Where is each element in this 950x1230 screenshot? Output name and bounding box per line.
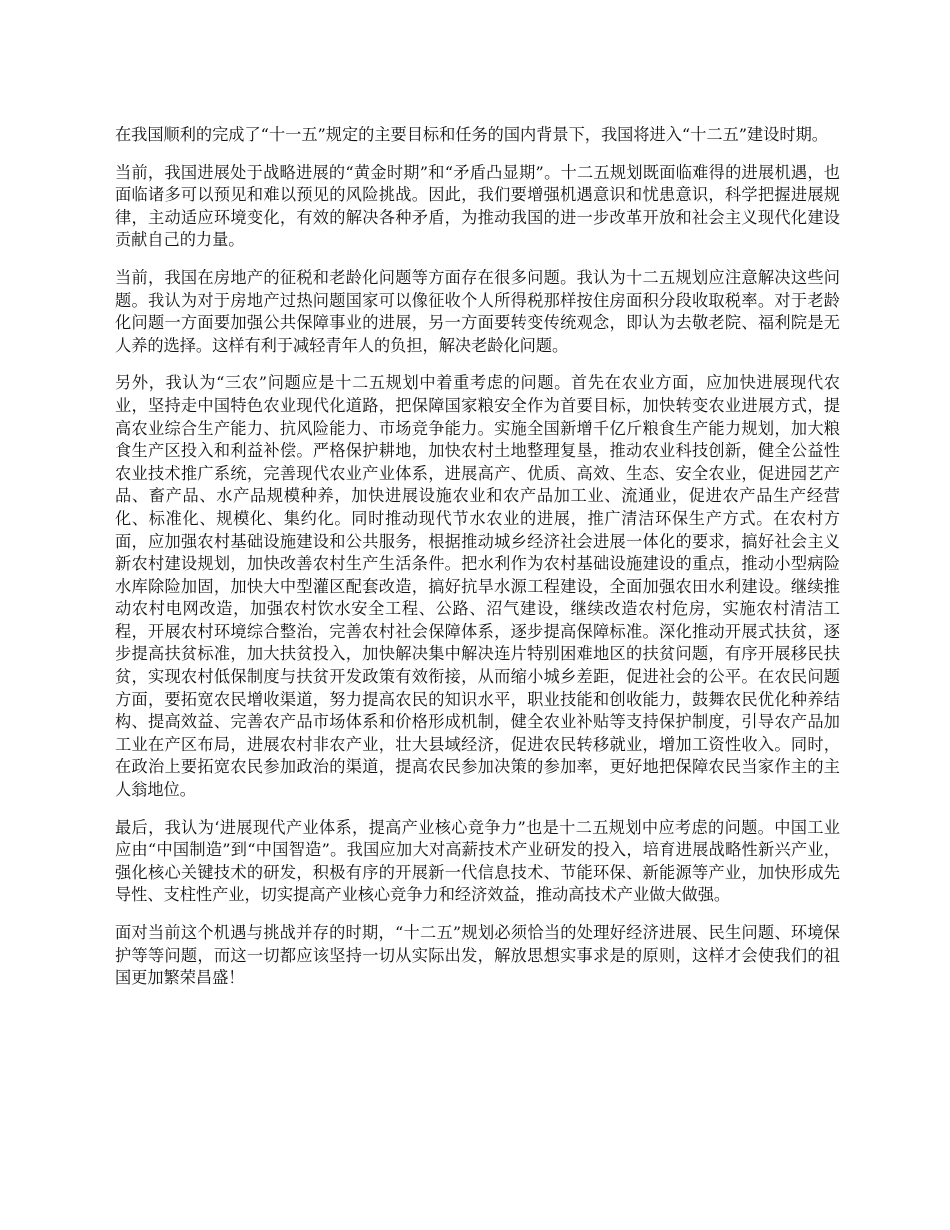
paragraph-current-situation: 当前，我国进展处于战略进展的“黄金时期”和“矛盾凸显期”。十二五规划既面临难得的进展机遇，也面临诸多可以预见和难以预见的风险挑战。因此，我们要增强机遇意识和忧患意识，科学把握进展规律，主动适应环境变化，有效的解决各种矛盾，为推动我国的进一步改革开放和社会主义现代化建设贡献自己的力量。 — [115, 162, 840, 250]
paragraph-intro: 在我国顺利的完成了“十一五”规定的主要目标和任务的国内背景下，我国将进入“十二五”建设时期。 — [115, 125, 828, 144]
paragraph-three-rural-issues: 另外，我认为“三农”问题应是十二五规划中着重考虑的问题。首先在农业方面，应加快进展现代农业，坚持走中国特色农业现代化道路，把保障国家粮安全作为首要目标，加快转变农业进展方式，提高农业综合生产能力、抗风险能力、市场竞争能力。实施全国新增千亿斤粮食生产能力规划，加大粮食生产区投入和利益补偿。严格保护耕地，加快农村土地整理复垦，推动农业科技创新，健全公益性农业技术推广系统，完善现代农业产业体系，进展高产、优质、高效、生态、安全农业，促进园艺产品、畜产品、水产品规模种养，加快进展设施农业和农产品加工业、流通业，促进农产品生产经营化、标准化、规模化、集约化。同时推动现代节水农业的进展，推广清洁环保生产方式。在农村方面，应加强农村基础设施建设和公共服务，根据推动城乡经济社会进展一体化的要求，搞好社会主义新农村建设规划，加快改善农村生产生活条件。把水利作为农村基础设施建设的重点，推动小型病险水库除险加固，加快大中型灌区配套改造，搞好抗旱水源工程建设，全面加强农田水利建设。继续推动农村电网改造，加强农村饮水安全工程、公路、沼气建设，继续改造农村危房，实施农村清洁工程，开展农村环境综合整治，完善农村社会保障体系，逐步提高保障标准。深化推动开展式扶贫，逐步提高扶贫标准，加大扶贫投入，加快解决集中解决连片特别困难地区的扶贫问题，有序开展移民扶贫，实现农村低保制度与扶贫开发政策有效衔接，从而缩小城乡差距，促进社会的公平。在农民问题方面，要拓宽农民增收渠道，努力提高农民的知识水平，职业技能和创收能力，鼓舞农民优化种养结构、提高效益、完善农产品市场体系和价格形成机制，健全农业补贴等支持保护制度，引导农产品加工业在产区布局，进展农村非农产业，壮大县域经济，促进农民转移就业，增加工资性收入。同时，在政治上要拓宽农民参加政治的渠道，提高农民参加决策的参加率，更好地把保障农民当家作主的主人翁地位。 — [115, 373, 840, 800]
paragraph-conclusion: 面对当前这个机遇与挑战并存的时期，“十二五”规划必须恰当的处理好经济进展、民生问题、环境保护等等问题，而这一切都应该坚持一切从实际出发，解放思想实事求是的原则，这样才会使我们的祖国更加繁荣昌盛！ — [115, 923, 840, 988]
paragraph-modern-industry: 最后，我认为‘进展现代产业体系，提高产业核心竞争力”也是十二五规划中应考虑的问题。中国工业应由“中国制造”到“中国智造”。我国应加大对高薪技术产业研发的投入，培育进展战略性新兴产业，强化核心关键技术的研发，积极有序的开展新一代信息技术、节能环保、新能源等产业，加快形成先导性、支柱性产业，切实提高产业核心竞争力和经济效益，推动高技术产业做大做强。 — [115, 817, 840, 905]
paragraph-real-estate-aging: 当前，我国在房地产的征税和老龄化问题等方面存在很多问题。我认为十二五规划应注意解决这些问题。我认为对于房地产过热问题国家可以像征收个人所得税那样按住房面积分段收取税率。对于老龄化问题一方面要加强公共保障事业的进展，另一方面要转变传统观念，即认为去敬老院、福利院是无人养的选择。这样有利于减轻青年人的负担，解决老龄化问题。 — [115, 267, 840, 355]
document-body — [115, 124, 840, 1005]
